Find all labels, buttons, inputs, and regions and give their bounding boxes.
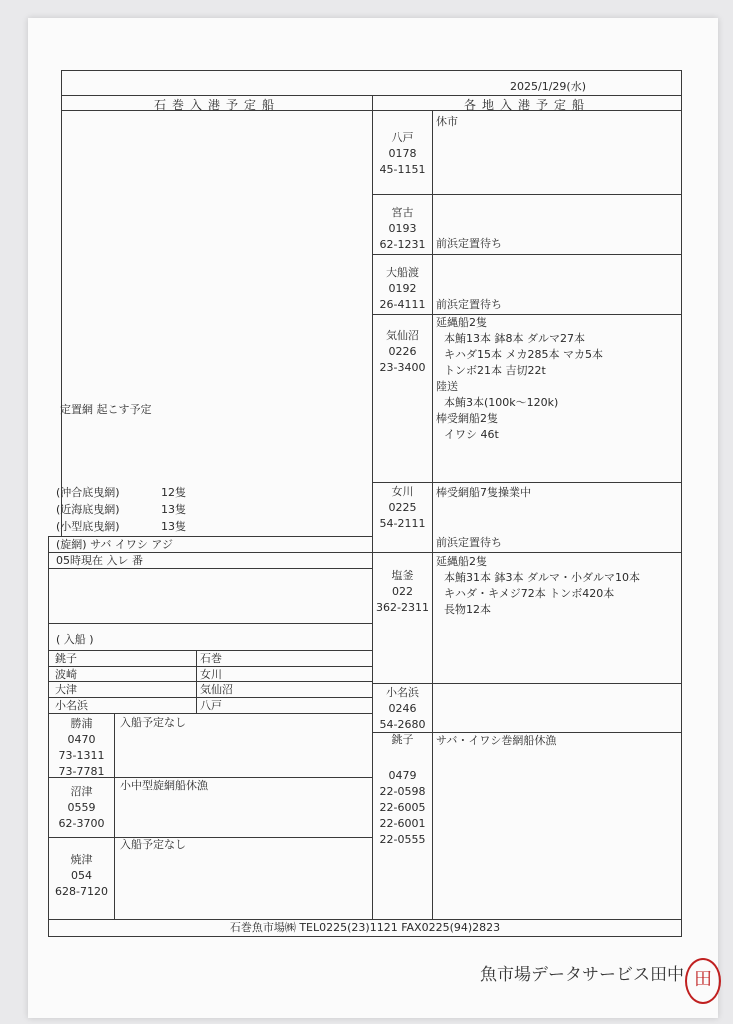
left-header: 石巻入港予定船 [153,98,280,112]
port-numazu: 沼津 0559 62-3700 [58,785,105,830]
port-detail: 休市 [436,115,458,128]
entry-cell: 八戸 [200,699,222,712]
port-yaizu: 焼津 054 628-7120 [55,853,108,898]
trawler-name: (沖合底曳網) [56,486,120,499]
port-onahama: 小名浜 0246 54-2680 [379,686,426,731]
entry-cell: 気仙沼 [200,683,233,696]
port-bottom-note: 前浜定置待ち [436,298,502,311]
port-details-kesennuma: 延縄船2隻 本鮪13本 鉢8本 ダルマ27本 キハダ15本 メカ285本 マカ5本 トンボ21本 吉切22t 陸送 本鮪3本(100k〜120k) 棒受網船2隻 イワシ 46t [436,316,603,441]
right-header: 各地入港予定船 [463,98,590,112]
trawler-count: 13隻 [161,503,186,516]
entry-label: ( 入船 ) [56,633,94,646]
entry-cell: 波崎 [55,668,77,681]
port-kesennuma: 気仙沼 0226 23-3400 [379,329,426,374]
port-onagawa: 女川 0225 54-2111 [379,485,426,530]
entry-cell: 銚子 [55,652,77,665]
port-shiogama: 塩釜 022 362-2311 [376,569,429,614]
entry-cell: 女川 [200,668,222,681]
port-miyako: 宮古 0193 62-1231 [379,206,426,251]
trawler-count: 12隻 [161,486,186,499]
port-note: 入船予定なし [120,838,186,851]
port-ofunato: 大船渡 0192 26-4111 [379,266,426,311]
set-net-note: 定置網 起こす予定 [60,403,152,416]
trawler-name: (近海底曳網) [56,503,120,516]
port-bottom-note: 前浜定置待ち [436,237,502,250]
seal-stamp: 田 [685,958,721,1004]
port-details-shiogama: 延縄船2隻 本鮪31本 鉢3本 ダルマ・小ダルマ10本 キハダ・キメジ72本 トンボ420本 長物12本 [436,555,640,616]
port-bottom-note: 前浜定置待ち [436,536,502,549]
port-detail: 棒受網船7隻操業中 [436,486,531,499]
port-katsuura: 勝浦 0470 73-1311 73-7781 [58,717,105,778]
document-sheet [28,18,718,1018]
port-detail: サバ・イワシ巻網船休漁 [436,734,557,747]
port-note: 小中型旋網船休漁 [120,779,208,792]
status-line: 05時現在 入レ 番 [56,554,143,567]
signature: 魚市場データサービス田中 [480,965,684,985]
trawler-count: 13隻 [161,520,186,533]
entry-cell: 小名浜 [55,699,88,712]
entry-cell: 石巻 [200,652,222,665]
port-choshi: 銚子 0479 22-0598 22-6005 22-6001 22-0555 [379,733,426,846]
port-hachinohe: 八戸 0178 45-1151 [379,131,426,176]
trawler-name: (小型底曳網) [56,520,120,533]
purse-seine-line: (旋網) サバ イワシ アジ [56,538,173,551]
port-note: 入船予定なし [120,716,186,729]
entry-cell: 大津 [55,683,77,696]
date-label: 2025/1/29(水) [510,80,586,93]
footer-contact: 石巻魚市場㈱ TEL0225(23)1121 FAX0225(94)2823 [229,921,501,934]
